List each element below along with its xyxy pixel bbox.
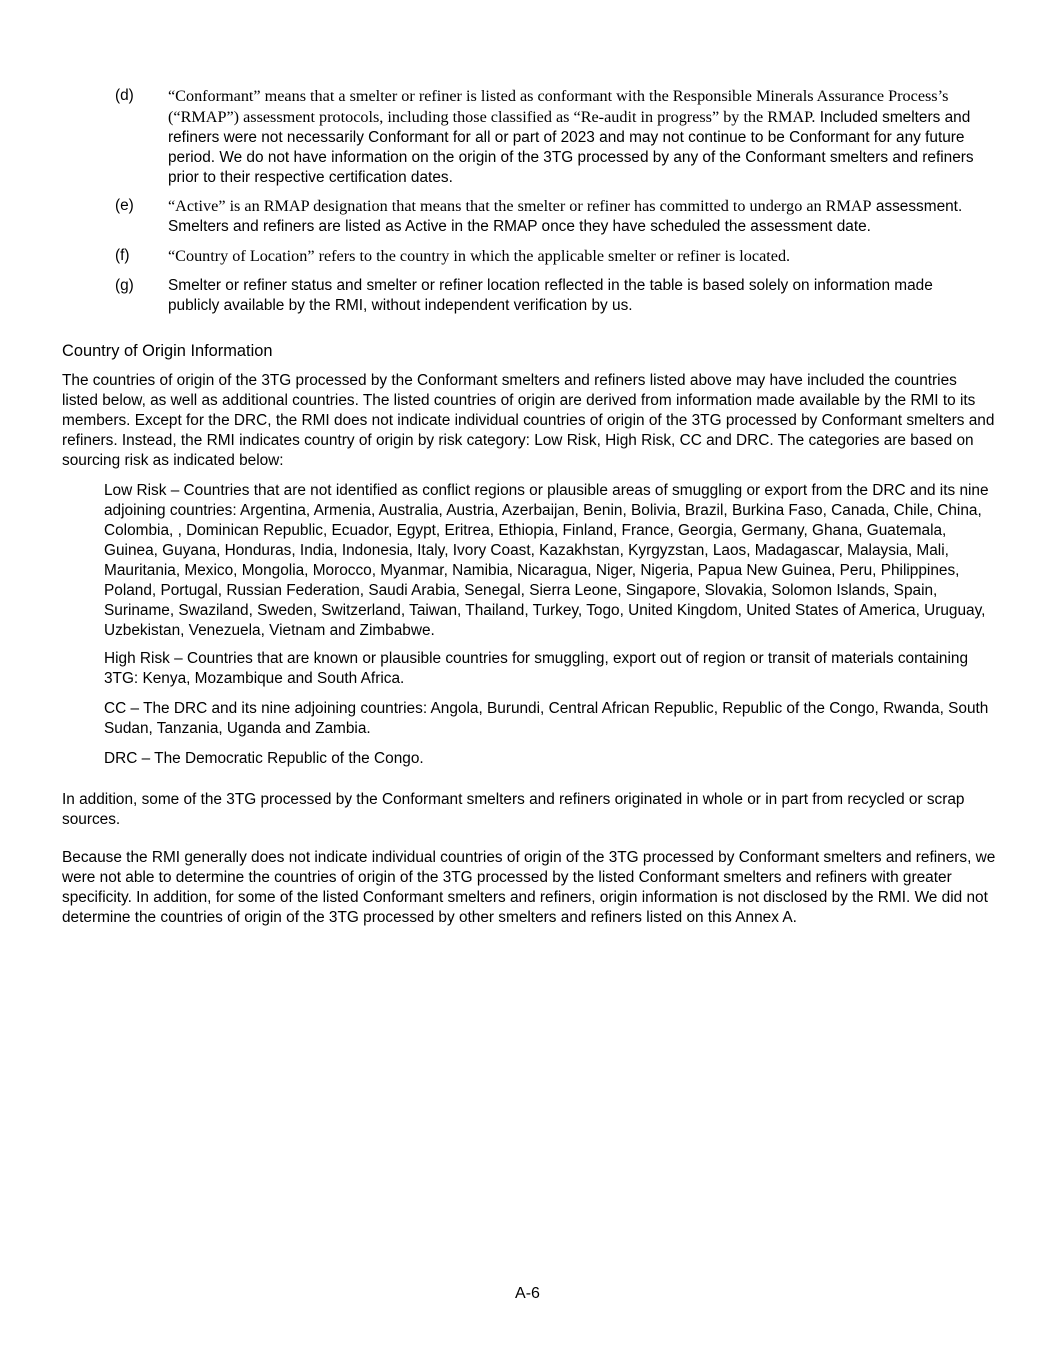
footnote-text-sans: assessment. Smelters and refiners are listed as Active in the RMAP once they have scheduled the assessment date. [168,198,963,235]
footnote-text [168,246,975,267]
footnote-label: (f) [115,247,130,264]
page-number: A-6 [515,1285,540,1302]
footnote-label: (e) [115,197,134,214]
footnote-d [115,86,975,188]
footnote-text-serif: “Active” is an RMAP designation that means that the smelter or refiner has committed to undergo an RMAP [168,197,872,215]
category-drc: DRC – The Democratic Republic of the Congo. [104,750,424,767]
footnote-e [115,196,975,237]
footnote-text-sans: Included smelters and refiners were not necessarily Conformant for all or part of 2023 and may not continue to be Conformant for any future period. We do not have information on the origin of the 3TG processed by any of the Conformant smelters and refiners prior to their respective certification dates. [168,109,974,186]
footnote-text [168,196,975,237]
footnote-g [115,276,975,316]
recycled-paragraph: In addition, some of the 3TG processed by the Conformant smelters and refiners originated in whole or in part from recycled or scrap sources. [62,791,965,828]
category-cc: CC – The DRC and its nine adjoining countries: Angola, Burundi, Central African Republic, Republic of the Congo, Rwanda, South Sudan, Tanzania, Uganda and Zambia. [104,700,989,737]
section-heading: Country of Origin Information [62,342,273,360]
footnote-text [168,276,975,316]
category-high-risk: High Risk – Countries that are known or plausible countries for smuggling, export out of region or transit of materials containing 3TG: Kenya, Mozambique and South Africa. [104,650,969,687]
footnote-label: (d) [115,87,134,104]
closing-paragraph: Because the RMI generally does not indicate individual countries of origin of the 3TG processed by Conformant smelters and refiners, we were not able to determine the countries of origin of the 3TG processed by the listed Conformant smelters and refiners with greater specificity. In addition, for some of the listed Conformant smelters and refiners, origin information is not disclosed by the RMI. We did not determine the countries of origin of the 3TG processed by other smelters and refiners listed on this Annex A. [62,849,996,926]
category-low-risk: Low Risk – Countries that are not identified as conflict regions or plausible areas of smuggling or export from the DRC and its nine adjoining countries: Argentina, Armenia, Australia, Austria, Azerbaijan, Benin, Bolivia, Brazil, Burkina Faso, Canada, Chile, China, Colombia, , Dominican Republic, Ecuador, Egypt, Eritrea, Ethiopia, Finland, France, Georgia, Germany, Ghana, Guatemala, Guinea, Guyana, Honduras, India, Indonesia, Italy, Ivory Coast, Kazakhstan, Kyrgyzstan, Laos, Madagascar, Malaysia, Mali, Mauritania, Mexico, Mongolia, Morocco, Myanmar, Namibia, Nicaragua, Niger, Nigeria, Papua New Guinea, Peru, Philippines, Poland, Portugal, Russian Federation, Saudi Arabia, Senegal, Sierra Leone, Singapore, Slovakia, Solomon Islands, Spain, Suriname, Swaziland, Sweden, Switzerland, Taiwan, Thailand, Turkey, Togo, United Kingdom, United States of America, Uruguay, Uzbekistan, Venezuela, Vietnam and Zimbabwe. [104,482,989,639]
footnote-text-serif: “Country of Location” refers to the country in which the applicable smelter or refiner is located. [168,247,791,265]
footnote-text-serif: “Conformant” means that a smelter or refiner is listed as conformant with the Responsible Minerals Assurance Process’s (“RMAP”) assessment protocols, including those classified as “Re-audit in progress” by the RMAP. [168,87,949,126]
footnote-f [115,246,975,267]
footnote-text [168,86,975,188]
intro-paragraph: The countries of origin of the 3TG processed by the Conformant smelters and refiners listed above may have included the countries listed below, as well as additional countries. The listed countries of origin are derived from information made available by the RMI to its members. Except for the DRC, the RMI does not indicate individual countries of origin of the 3TG processed by Conformant smelters and refiners. Instead, the RMI indicates country of origin by risk category: Low Risk, High Risk, CC and DRC. The categories are based on sourcing risk as indicated below: [62,372,995,469]
footnote-text-sans: Smelter or refiner status and smelter or refiner location reflected in the table is based solely on information made publicly available by the RMI, without independent verification by us. [168,277,933,314]
footnote-label: (g) [115,277,134,294]
